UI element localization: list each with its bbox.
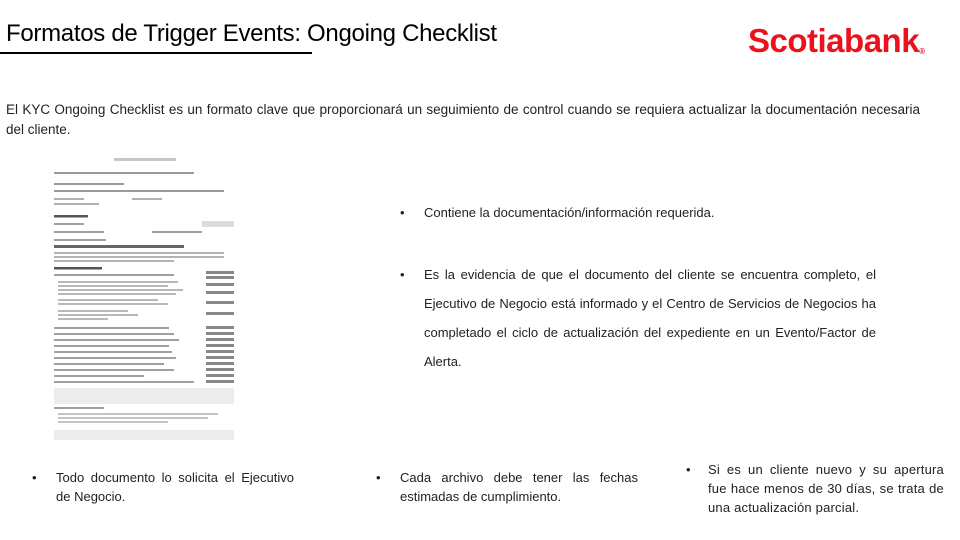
slide-title: Formatos de Trigger Events: Ongoing Checklist [6,20,497,47]
bullet-marker: • [686,462,691,477]
bullet-text: Es la evidencia de que el documento del cliente se encuentra completo, el Ejecutivo de Negocio está informado y el Centro de Servicios de Negocios ha completado el ciclo de actualización del expediente en un Evento/Factor de Alerta. [424,267,876,369]
right-bullet-list [400,200,876,376]
checklist-document-image [52,155,237,445]
logo-text: Scotiabank [748,22,920,59]
bullet-marker: • [400,205,405,220]
bullet-marker: • [376,470,381,485]
bullet-text: Contiene la documentación/información requerida. [424,205,715,220]
bullet-text: Todo documento lo solicita el Ejecutivo de Negocio. [56,470,294,504]
list-item [376,468,638,506]
title-underline [0,52,312,54]
list-item [32,468,294,506]
bullet-marker: • [400,267,405,282]
bullet-marker: • [32,470,37,485]
registered-mark: ® [919,47,925,56]
bullet-text: Si es un cliente nuevo y su apertura fue hace menos de 30 días, se trata de una actualización parcial. [708,462,944,515]
bullet-text: Cada archivo debe tener las fechas estimadas de cumplimiento. [400,470,638,504]
scotiabank-logo [748,22,924,60]
list-item [400,200,876,226]
list-item [400,260,876,376]
list-item [686,460,944,517]
intro-paragraph: El KYC Ongoing Checklist es un formato clave que proporcionará un seguimiento de control cuando se requiera actualizar la documentación necesaria del cliente. [6,102,920,137]
